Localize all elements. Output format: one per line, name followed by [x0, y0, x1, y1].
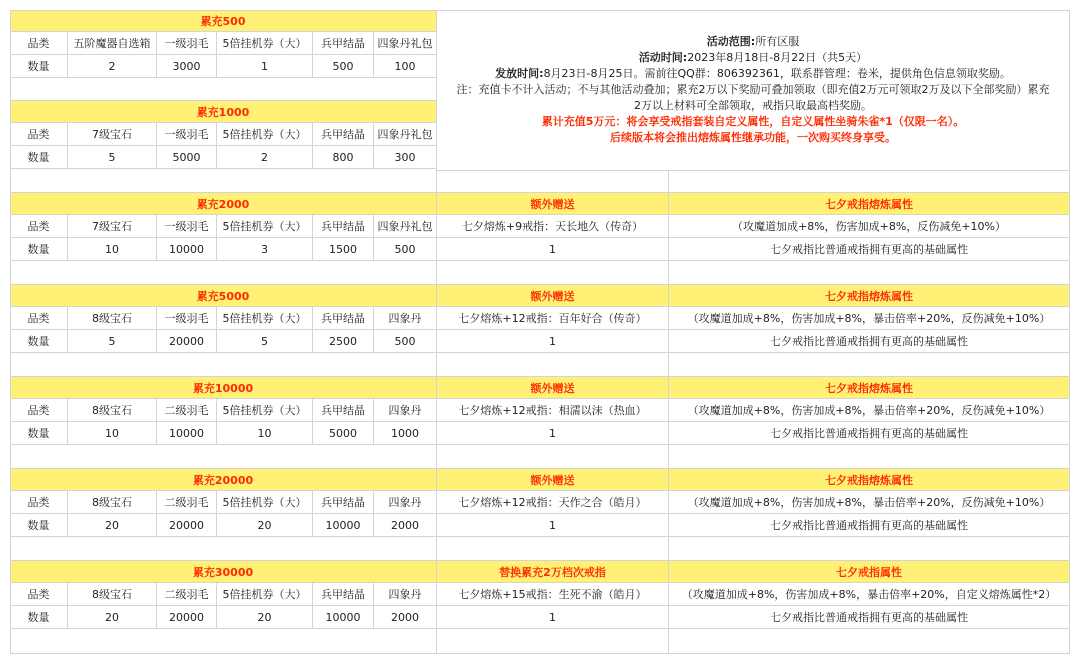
- row-label-quantity[interactable]: 数量: [10, 606, 68, 629]
- ring-attribute-desc[interactable]: （攻魔道加成+8%，伤害加成+8%，暴击倍率+20%，反伤减免+10%）: [669, 307, 1070, 330]
- row-label-quantity[interactable]: 数量: [10, 422, 68, 445]
- item-name-cell[interactable]: 兵甲结晶: [313, 583, 374, 606]
- ring-attribute-desc[interactable]: （攻魔道加成+8%，伤害加成+8%，暴击倍率+20%，反伤减免+10%）: [669, 399, 1070, 422]
- item-name-cell[interactable]: 5倍挂机券（大）: [217, 399, 313, 422]
- row-label-category[interactable]: 品类: [10, 123, 68, 146]
- quantity-cell[interactable]: 500: [374, 238, 437, 261]
- ring-attribute-note[interactable]: 七夕戒指比普通戒指拥有更高的基础属性: [669, 514, 1070, 537]
- tier-title[interactable]: 累充20000: [10, 469, 437, 491]
- item-name-cell[interactable]: 四象丹礼包: [374, 123, 437, 146]
- ring-attribute-note[interactable]: 七夕戒指比普通戒指拥有更高的基础属性: [669, 238, 1070, 261]
- quantity-cell[interactable]: 3000: [157, 55, 217, 78]
- empty-spacer-cell[interactable]: [10, 169, 437, 193]
- quantity-cell[interactable]: 100: [374, 55, 437, 78]
- quantity-cell[interactable]: 10000: [313, 606, 374, 629]
- row-label-category[interactable]: 品类: [10, 583, 68, 606]
- item-name-cell[interactable]: 7级宝石: [68, 215, 157, 238]
- ring-attribute-desc[interactable]: （攻魔道加成+8%，伤害加成+8%，反伤减免+10%）: [669, 215, 1070, 238]
- extra-gift-header[interactable]: 额外赠送: [437, 285, 669, 307]
- highlight-line-2: 后续版本将会推出熔炼属性继承功能，一次购买终身享受。: [610, 131, 896, 144]
- item-name-cell[interactable]: 兵甲结晶: [313, 123, 374, 146]
- activity-note-line-1: 注：充值卡不计入活动；不与其他活动叠加；累充2万以下奖励可叠加领取（即充值2万元可领取2万及以下全部奖励）累充: [456, 83, 1050, 96]
- quantity-cell[interactable]: 10000: [157, 238, 217, 261]
- quantity-cell[interactable]: 500: [374, 330, 437, 353]
- item-name-cell[interactable]: 四象丹: [374, 307, 437, 330]
- item-name-cell[interactable]: 一级羽毛: [157, 215, 217, 238]
- extra-gift-quantity[interactable]: 1: [437, 606, 669, 629]
- ring-attribute-header[interactable]: 七夕戒指熔炼属性: [669, 469, 1070, 491]
- empty-spacer-cell[interactable]: [437, 261, 669, 285]
- quantity-cell[interactable]: 500: [313, 55, 374, 78]
- item-name-cell[interactable]: 兵甲结晶: [313, 491, 374, 514]
- empty-spacer-cell[interactable]: [669, 537, 1070, 561]
- activity-note-line-2: 2万以上材料可全部领取，戒指只取最高档奖励。: [634, 99, 872, 112]
- item-name-cell[interactable]: 兵甲结晶: [313, 32, 374, 55]
- item-name-cell[interactable]: 二级羽毛: [157, 583, 217, 606]
- extra-gift-quantity[interactable]: 1: [437, 514, 669, 537]
- item-name-cell[interactable]: 二级羽毛: [157, 399, 217, 422]
- item-name-cell[interactable]: 一级羽毛: [157, 32, 217, 55]
- quantity-cell[interactable]: 20: [217, 606, 313, 629]
- item-name-cell[interactable]: 8级宝石: [68, 307, 157, 330]
- quantity-cell[interactable]: 5: [68, 146, 157, 169]
- item-name-cell[interactable]: 8级宝石: [68, 399, 157, 422]
- empty-spacer-cell[interactable]: [10, 537, 437, 561]
- item-name-cell[interactable]: 5倍挂机券（大）: [217, 215, 313, 238]
- quantity-cell[interactable]: 10: [68, 238, 157, 261]
- tier-title[interactable]: 累充2000: [10, 193, 437, 215]
- empty-spacer-cell[interactable]: [669, 629, 1070, 654]
- empty-spacer-cell[interactable]: [669, 445, 1070, 469]
- quantity-cell[interactable]: 5000: [157, 146, 217, 169]
- item-name-cell[interactable]: 8级宝石: [68, 583, 157, 606]
- quantity-cell[interactable]: 3: [217, 238, 313, 261]
- extra-gift-header[interactable]: 额外赠送: [437, 193, 669, 215]
- activity-scope: 活动范围:所有区服: [706, 35, 800, 48]
- empty-spacer-cell[interactable]: [437, 445, 669, 469]
- quantity-cell[interactable]: 20: [217, 514, 313, 537]
- quantity-cell[interactable]: 1000: [374, 422, 437, 445]
- extra-gift-quantity[interactable]: 1: [437, 330, 669, 353]
- ring-attribute-note[interactable]: 七夕戒指比普通戒指拥有更高的基础属性: [669, 606, 1070, 629]
- ring-attribute-header[interactable]: 七夕戒指属性: [669, 561, 1070, 583]
- quantity-cell[interactable]: 10: [68, 422, 157, 445]
- tier-title[interactable]: 累充500: [10, 10, 437, 32]
- empty-spacer-cell[interactable]: [10, 353, 437, 377]
- extra-gift-item[interactable]: 七夕熔炼+12戒指：百年好合（传奇）: [437, 307, 669, 330]
- quantity-cell[interactable]: 1500: [313, 238, 374, 261]
- row-label-quantity[interactable]: 数量: [10, 146, 68, 169]
- activity-info-panel: [437, 10, 1070, 171]
- tier-title[interactable]: 累充5000: [10, 285, 437, 307]
- quantity-cell[interactable]: 20000: [157, 330, 217, 353]
- row-label-category[interactable]: 品类: [10, 399, 68, 422]
- item-name-cell[interactable]: 四象丹: [374, 399, 437, 422]
- item-name-cell[interactable]: 兵甲结晶: [313, 215, 374, 238]
- empty-spacer-cell[interactable]: [437, 171, 669, 193]
- ring-attribute-desc[interactable]: （攻魔道加成+8%，伤害加成+8%，暴击倍率+20%，反伤减免+10%）: [669, 491, 1070, 514]
- extra-gift-item[interactable]: 七夕熔炼+9戒指：天长地久（传奇）: [437, 215, 669, 238]
- quantity-cell[interactable]: 2: [217, 146, 313, 169]
- empty-spacer-cell[interactable]: [437, 629, 669, 654]
- quantity-cell[interactable]: 5: [217, 330, 313, 353]
- ring-attribute-note[interactable]: 七夕戒指比普通戒指拥有更高的基础属性: [669, 330, 1070, 353]
- extra-gift-item[interactable]: 七夕熔炼+15戒指：生死不渝（皓月）: [437, 583, 669, 606]
- item-name-cell[interactable]: 5倍挂机券（大）: [217, 491, 313, 514]
- tier-title[interactable]: 累充10000: [10, 377, 437, 399]
- row-label-quantity[interactable]: 数量: [10, 514, 68, 537]
- row-label-quantity[interactable]: 数量: [10, 330, 68, 353]
- item-name-cell[interactable]: 8级宝石: [68, 491, 157, 514]
- quantity-cell[interactable]: 2500: [313, 330, 374, 353]
- reward-spreadsheet: [10, 10, 1070, 654]
- extra-gift-header[interactable]: 额外赠送: [437, 377, 669, 399]
- extra-gift-item[interactable]: 七夕熔炼+12戒指：天作之合（皓月）: [437, 491, 669, 514]
- empty-spacer-cell[interactable]: [669, 353, 1070, 377]
- quantity-cell[interactable]: 20000: [157, 606, 217, 629]
- quantity-cell[interactable]: 20000: [157, 514, 217, 537]
- item-name-cell[interactable]: 四象丹礼包: [374, 215, 437, 238]
- quantity-cell[interactable]: 2: [68, 55, 157, 78]
- ring-attribute-header[interactable]: 七夕戒指熔炼属性: [669, 193, 1070, 215]
- highlight-line-1: 累计充值5万元：将会享受戒指套装自定义属性，自定义属性坐骑朱雀*1（仅限一名）。: [541, 115, 965, 128]
- row-label-category[interactable]: 品类: [10, 215, 68, 238]
- quantity-cell[interactable]: 2000: [374, 514, 437, 537]
- ring-attribute-header[interactable]: 七夕戒指熔炼属性: [669, 377, 1070, 399]
- item-name-cell[interactable]: 一级羽毛: [157, 307, 217, 330]
- empty-spacer-cell[interactable]: [10, 445, 437, 469]
- row-label-quantity[interactable]: 数量: [10, 238, 68, 261]
- quantity-cell[interactable]: 10000: [313, 514, 374, 537]
- item-name-cell[interactable]: 5倍挂机券（大）: [217, 123, 313, 146]
- quantity-cell[interactable]: 10: [217, 422, 313, 445]
- tier-title[interactable]: 累充1000: [10, 101, 437, 123]
- item-name-cell[interactable]: 5倍挂机券（大）: [217, 32, 313, 55]
- tier-title[interactable]: 累充30000: [10, 561, 437, 583]
- empty-spacer-cell[interactable]: [10, 78, 437, 101]
- item-name-cell[interactable]: 一级羽毛: [157, 123, 217, 146]
- empty-spacer-cell[interactable]: [437, 353, 669, 377]
- item-name-cell[interactable]: 二级羽毛: [157, 491, 217, 514]
- quantity-cell[interactable]: 5: [68, 330, 157, 353]
- activity-time: 活动时间:2023年8月18日-8月22日（共5天）: [638, 51, 868, 64]
- empty-spacer-cell[interactable]: [437, 537, 669, 561]
- item-name-cell[interactable]: 四象丹: [374, 491, 437, 514]
- issue-time: 发放时间:8月23日-8月25日。需前往QQ群：806392361，联系群管理：卷米，提供角色信息领取奖励。: [495, 67, 1011, 80]
- empty-spacer-cell[interactable]: [10, 261, 437, 285]
- item-name-cell[interactable]: 兵甲结晶: [313, 307, 374, 330]
- quantity-cell[interactable]: 2000: [374, 606, 437, 629]
- extra-gift-quantity[interactable]: 1: [437, 238, 669, 261]
- item-name-cell[interactable]: 5倍挂机券（大）: [217, 307, 313, 330]
- item-name-cell[interactable]: 五阶魔器自选箱: [68, 32, 157, 55]
- empty-spacer-cell[interactable]: [669, 171, 1070, 193]
- quantity-cell[interactable]: 10000: [157, 422, 217, 445]
- item-name-cell[interactable]: 四象丹: [374, 583, 437, 606]
- empty-spacer-cell[interactable]: [10, 629, 437, 654]
- extra-gift-header[interactable]: 额外赠送: [437, 469, 669, 491]
- item-name-cell[interactable]: 兵甲结晶: [313, 399, 374, 422]
- quantity-cell[interactable]: 800: [313, 146, 374, 169]
- quantity-cell[interactable]: 300: [374, 146, 437, 169]
- ring-attribute-header[interactable]: 七夕戒指熔炼属性: [669, 285, 1070, 307]
- extra-gift-quantity[interactable]: 1: [437, 422, 669, 445]
- empty-spacer-cell[interactable]: [669, 261, 1070, 285]
- row-label-category[interactable]: 品类: [10, 32, 68, 55]
- extra-gift-header[interactable]: 替换累充2万档次戒指: [437, 561, 669, 583]
- item-name-cell[interactable]: 7级宝石: [68, 123, 157, 146]
- row-label-category[interactable]: 品类: [10, 307, 68, 330]
- ring-attribute-note[interactable]: 七夕戒指比普通戒指拥有更高的基础属性: [669, 422, 1070, 445]
- quantity-cell[interactable]: 5000: [313, 422, 374, 445]
- quantity-cell[interactable]: 20: [68, 514, 157, 537]
- quantity-cell[interactable]: 20: [68, 606, 157, 629]
- quantity-cell[interactable]: 1: [217, 55, 313, 78]
- ring-attribute-desc[interactable]: （攻魔道加成+8%，伤害加成+8%，暴击倍率+20%，自定义熔炼属性*2）: [669, 583, 1070, 606]
- item-name-cell[interactable]: 5倍挂机券（大）: [217, 583, 313, 606]
- row-label-category[interactable]: 品类: [10, 491, 68, 514]
- item-name-cell[interactable]: 四象丹礼包: [374, 32, 437, 55]
- extra-gift-item[interactable]: 七夕熔炼+12戒指：相濡以沫（热血）: [437, 399, 669, 422]
- row-label-quantity[interactable]: 数量: [10, 55, 68, 78]
